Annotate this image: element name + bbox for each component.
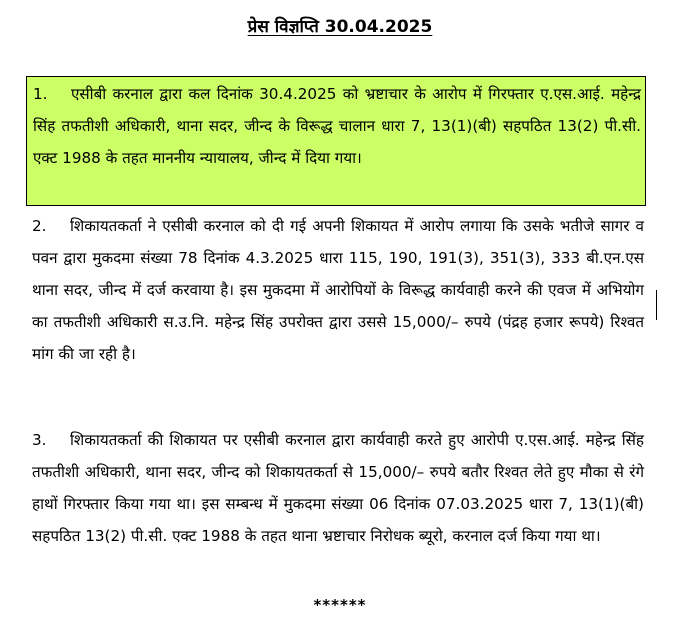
page-title-text: प्रेस विज्ञप्ति 30.04.2025 [247, 17, 433, 37]
paragraph-2-number: 2. [32, 217, 47, 235]
paragraph-3 [32, 424, 644, 552]
paragraph-2 [32, 210, 644, 370]
paragraph-3-text: शिकायतकर्ता की शिकायत पर एसीबी करनाल द्वारा कार्यवाही करते हुए आरोपी ए.एस.आई. महेन्द्र सिंह तफतीशी अधिकारी, थाना सदर, जीन्द को शिकायतकर्ता से 15,000/– रुपये बतौर रिश्वत लेते हुए मौका से रंगे हाथों गिरफ्तार किया गया था। इस सम्बन्ध में मुकदमा संख्या 06 दिनांक 07.03.2025 धारा 7, 13(1)(बी) सहपठित 13(2) पी.सी. एक्ट 1988 के तहत थाना भ्रष्टाचार निरोधक ब्यूरो, करनाल दर्ज किया गया था। [32, 431, 644, 545]
page-title [0, 14, 680, 37]
paragraph-1 [33, 78, 641, 174]
paragraph-3-number: 3. [32, 431, 47, 449]
paragraph-1-number: 1. [33, 85, 48, 103]
margin-line-mark [656, 290, 657, 320]
end-of-document-mark: ****** [313, 596, 367, 614]
paragraph-2-text: शिकायतकर्ता ने एसीबी करनाल को दी गई अपनी शिकायत में आरोप लगाया कि उसके भतीजे सागर व पवन द्वारा मुकदमा संख्या 78 दिनांक 4.3.2025 धारा 115, 190, 191(3), 351(3), 333 बी.एन.एस थाना सदर, जीन्द में दर्ज करवाया है। इस मुकदमा में आरोपियों के विरूद्ध कार्यवाही करने की एवज में अभियोग का तफतीशी अधिकारी स.उ.नि. महेन्द्र सिंह उपरोक्त द्वारा उससे 15,000/– रुपये (पंद्रह हजार रूपये) रिश्वत मांग की जा रही है। [32, 217, 644, 363]
paragraph-1-text: एसीबी करनाल द्वारा कल दिनांक 30.4.2025 को भ्रष्टाचार के आरोप में गिरफ्तार ए.एस.आई. महेन्द्र सिंह तफतीशी अधिकारी, थाना सदर, जीन्द के विरूद्ध चालान धारा 7, 13(1)(बी) सहपठित 13(2) पी.सी. एक्ट 1988 के तहत माननीय न्यायालय, जीन्द में दिया गया। [33, 85, 641, 167]
